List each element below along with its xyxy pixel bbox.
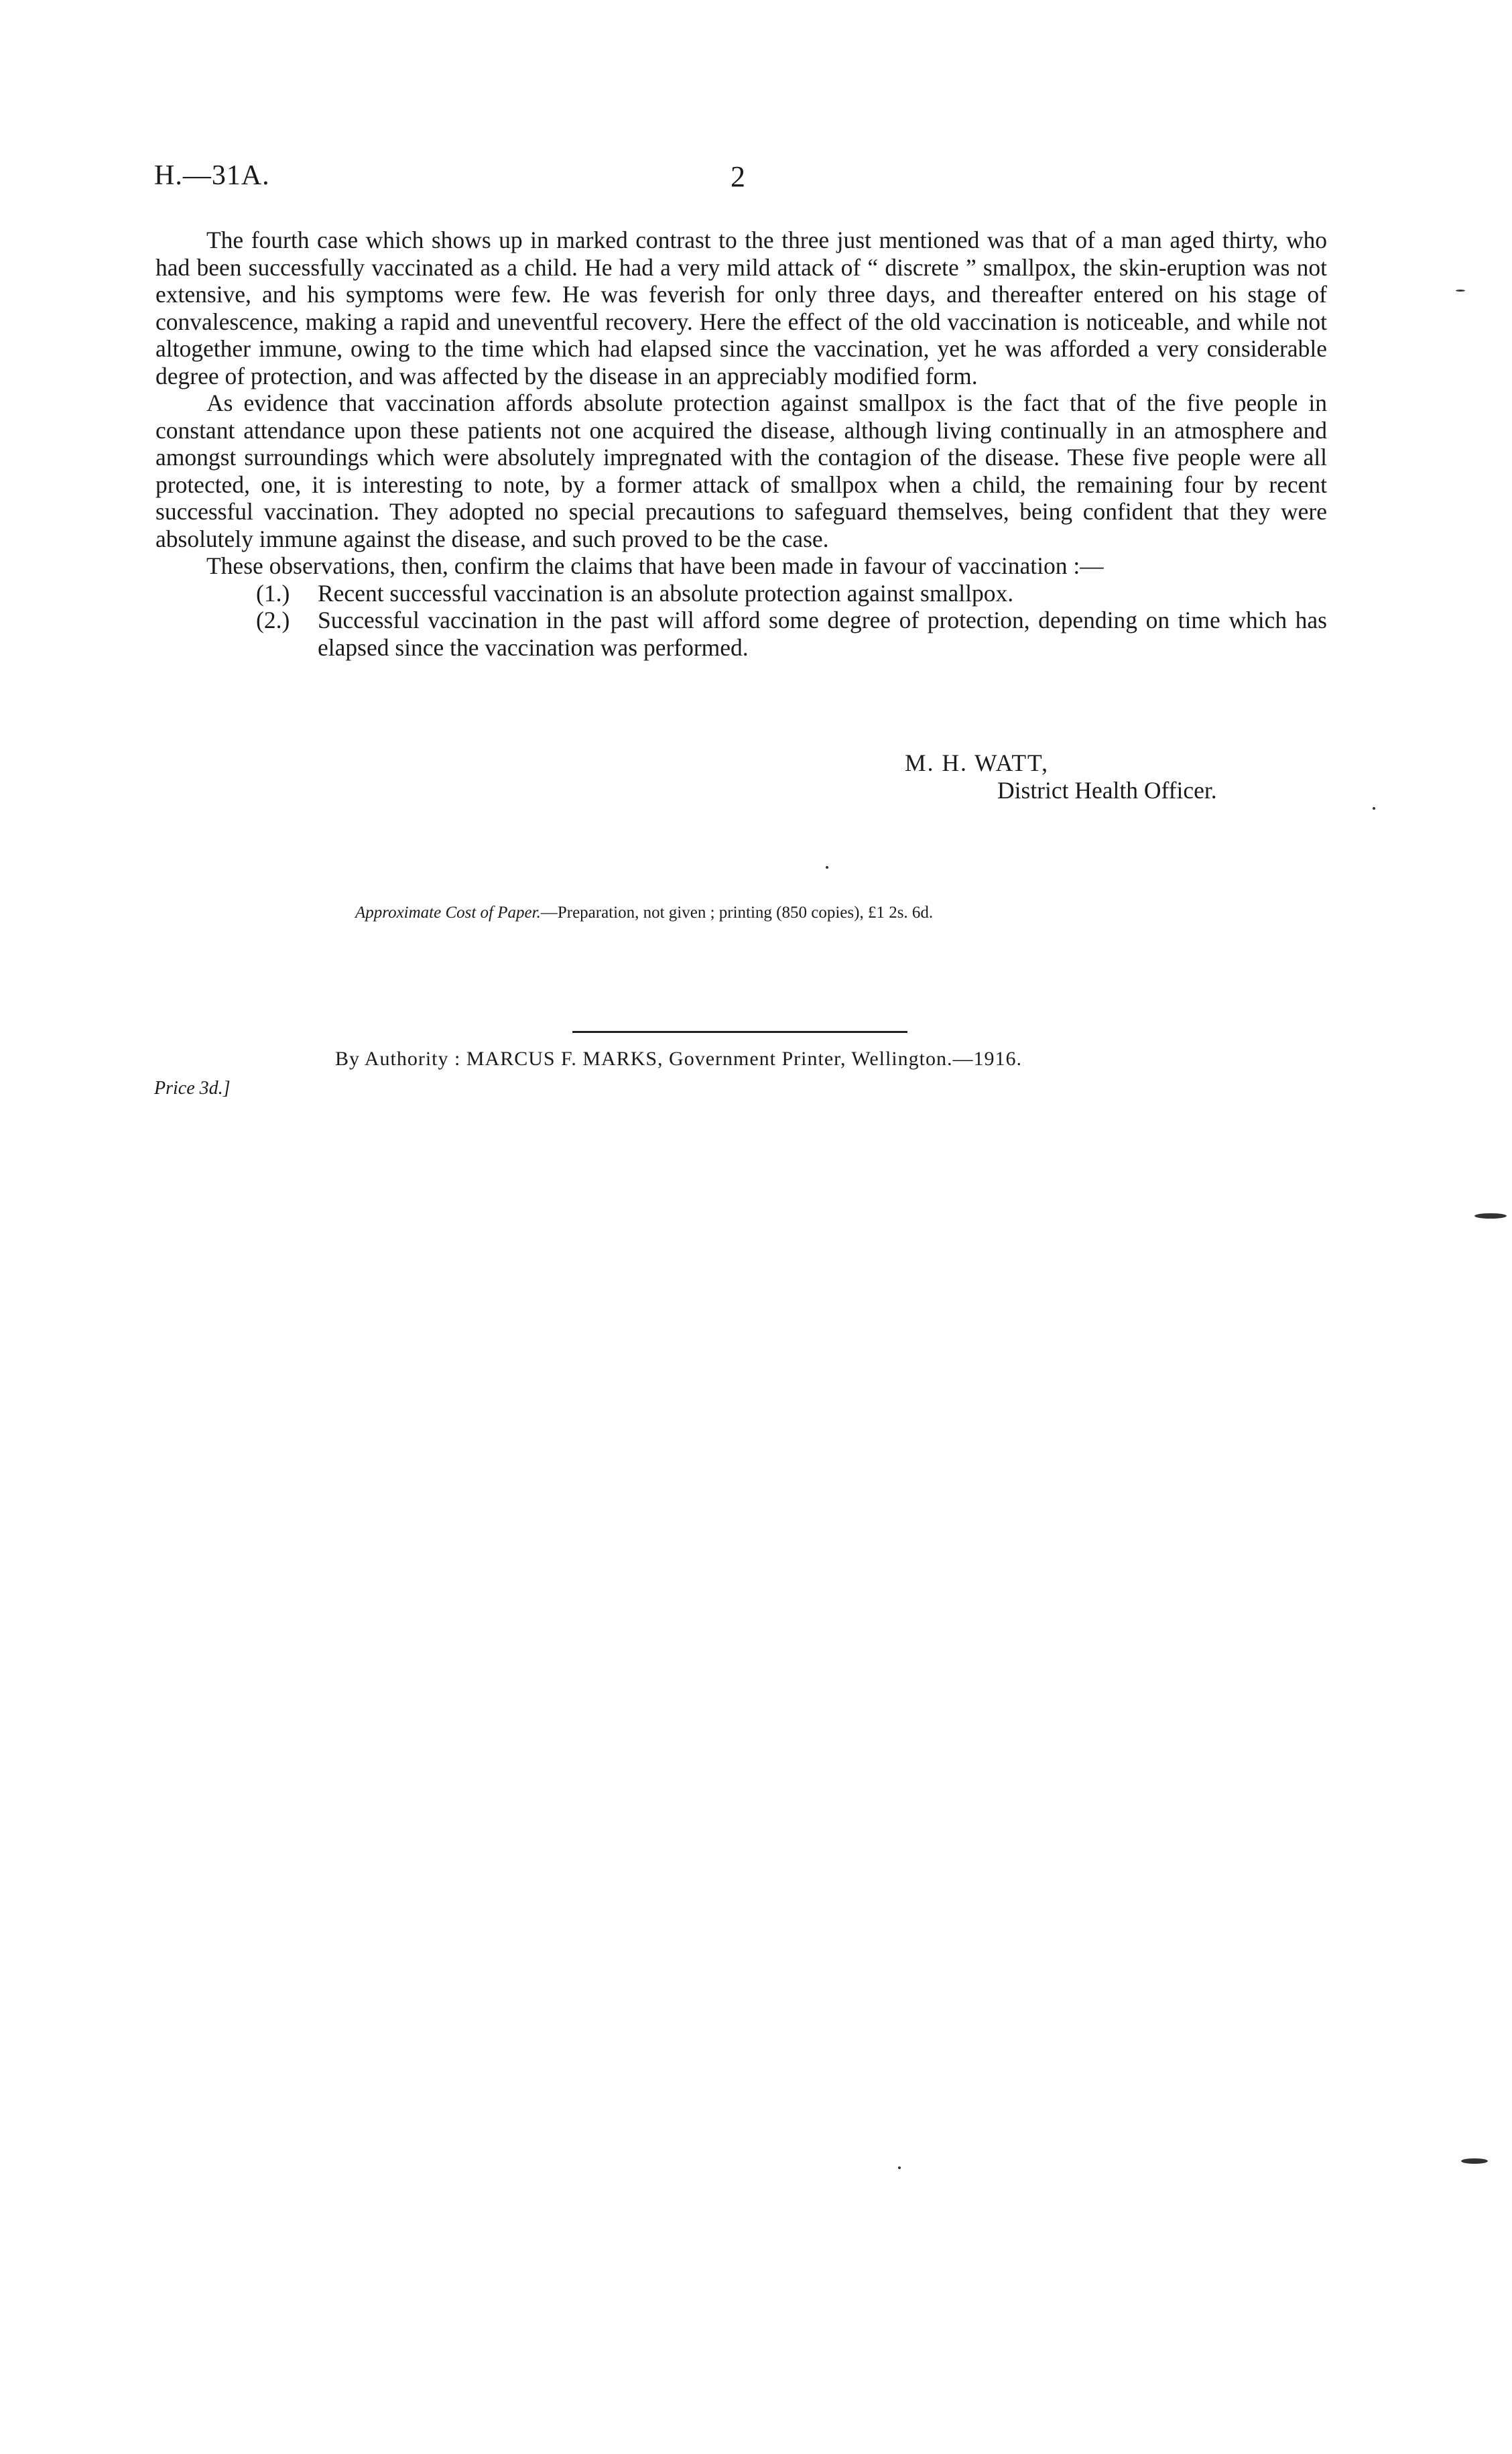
scan-speck [826, 866, 828, 869]
page-number: 2 [731, 160, 745, 193]
signature-name: M. H. WATT, [905, 749, 1049, 776]
report-body [155, 227, 1327, 661]
scan-speck [1461, 2158, 1488, 2164]
list-item [155, 580, 1327, 607]
scan-speck [1474, 1213, 1507, 1219]
scan-speck [1456, 290, 1465, 292]
authority-imprint: By Authority : MARCUS F. MARKS, Government Printer, Wellington.—1916. [335, 1048, 1022, 1070]
paragraph-observations: These observations, then, confirm the claims that have been made in favour of vaccination :— [206, 552, 1104, 579]
conclusions-list [155, 580, 1327, 662]
list-item-number: (2.) [256, 607, 290, 633]
cost-detail: —Preparation, not given ; printing (850 copies), £1 2s. 6d. [540, 904, 934, 922]
price-label: Price 3d.] [154, 1078, 231, 1099]
cost-of-paper-line [355, 904, 933, 922]
scan-speck [898, 2166, 901, 2169]
cost-label: Approximate Cost of Paper. [355, 904, 541, 922]
paragraph-fourth-case: The fourth case which shows up in marked contrast to the three just mentioned was that of a man aged thirty, who had been successfully vaccinated as a child. He had a very mild attack of “ discrete ” smallpox, the skin-eruption was not extensive, and his symptoms were few. He was feverish for only three days, and thereafter entered on his stage of convalescence, making a rapid and uneventful recovery. Here the effect of the old vaccination is noticeable, and while not altogether immune, owing to the time which had elapsed since the vaccination, yet he was afforded a very considerable degree of protection, and was affected by the disease in an appreciably modified form. [155, 227, 1327, 389]
scan-speck [1373, 807, 1375, 810]
list-item-text: Successful vaccination in the past will afford some degree of protection, depending on time which has elapsed since the vaccination was performed. [318, 607, 1327, 661]
list-item-number: (1.) [256, 579, 290, 607]
list-item [155, 607, 1327, 661]
header-reference: H.—31A. [154, 160, 270, 191]
paragraph-evidence: As evidence that vaccination affords absolute protection against smallpox is the fact that of the five people in constant attendance upon these patients not one acquired the disease, although living continually in an atmosphere and amongst surroundings which were absolutely impregnated with the contagion of the disease. These five people were all protected, one, it is interesting to note, by a former attack of smallpox when a child, the remaining four by recent successful vaccination. They adopted no special precautions to safeguard themselves, being confident that they were absolutely immune against the disease, and such proved to be the case. [155, 389, 1327, 552]
list-item-text: Recent successful vaccination is an absolute protection against smallpox. [318, 579, 1014, 607]
divider-rule [572, 1031, 907, 1033]
signature-title: District Health Officer. [997, 776, 1217, 804]
signature-block [905, 749, 1217, 804]
